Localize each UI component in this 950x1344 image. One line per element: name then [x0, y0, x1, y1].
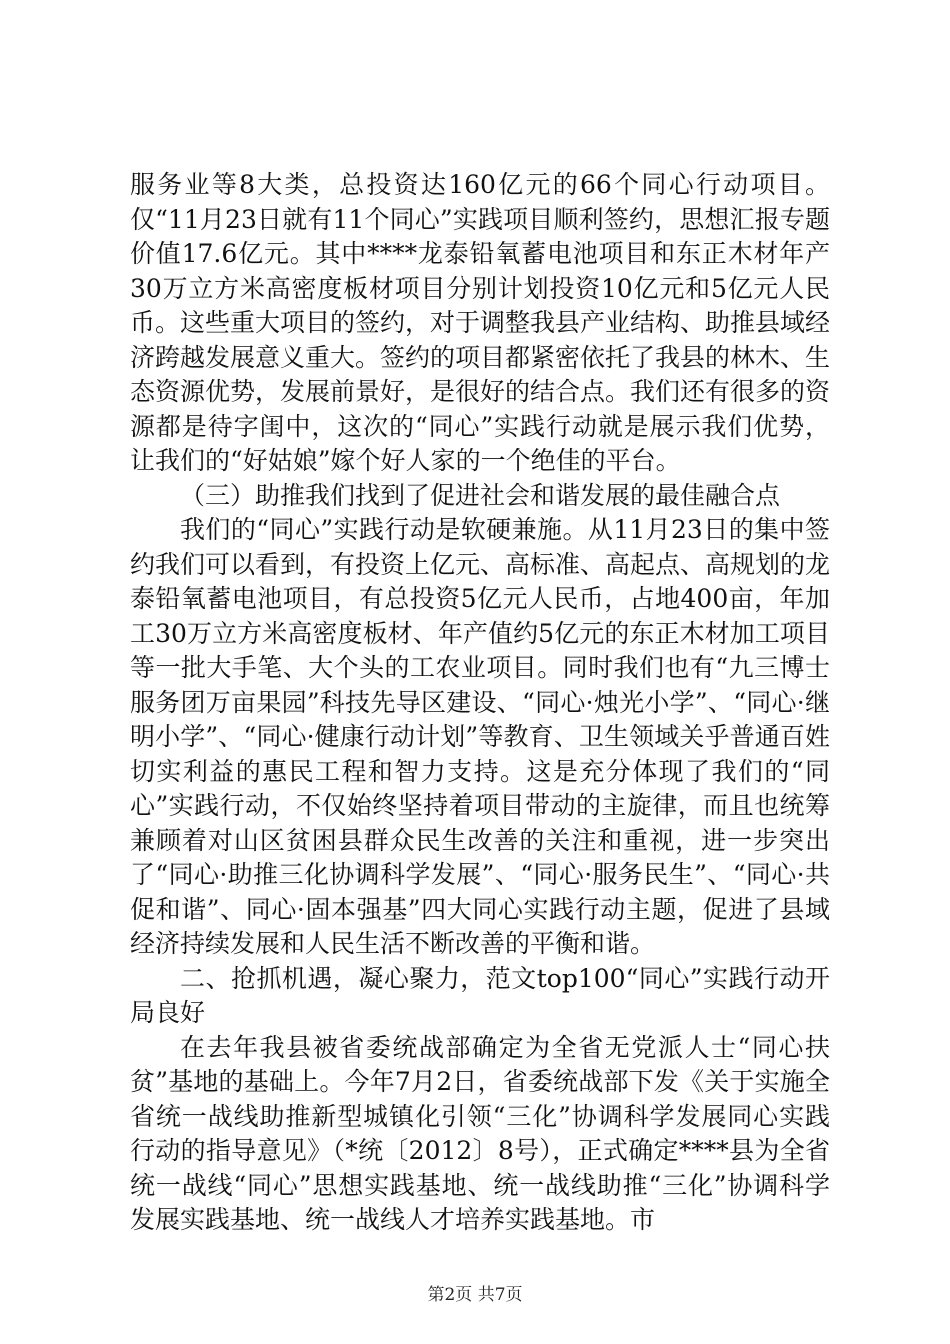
paragraph-3: 我们的“同心”实践行动是软硬兼施。从11月23日的集中签约我们可以看到，有投资上亿元、高标准、高起点、高规划的龙泰铅氧蓄电池项目，有总投资5亿元人民币，占地400亩，年加工30万立方米高密度板材、年产值约5亿元的东正木材加工项目等一批大手笔、大个头的工农业项目。同时我们也有“九三博士服务团万亩果园”科技先导区建设、“同心·烛光小学”、“同心·继明小学”、“同心·健康行动计划”等教育、卫生领域关乎普通百姓切实利益的惠民工程和智力支持。这是充分体现了我们的“同心”实践行动，不仅始终坚持着项目带动的主旋律，而且也统筹兼顾着对山区贫困县群众民生改善的关注和重视，进一步突出了“同心·助推三化协调科学发展”、“同心·服务民生”、“同心·共促和谐”、同心·固本强基”四大同心实践行动主题，促进了县域经济持续发展和人民生活不断改善的平衡和谐。 — [130, 515, 831, 958]
document-body — [130, 168, 830, 1238]
paragraph-2-heading: （三）助推我们找到了促进社会和谐发展的最佳融合点 — [180, 480, 781, 510]
paragraph-1: 服务业等8大类，总投资达160亿元的66个同心行动项目。仅“11月23日就有11个同心”实践项目顺利签约，思想汇报专题价值17.6亿元。其中****龙泰铅氧蓄电池项目和东正木材年产30万立方米高密度板材项目分别计划投资10亿元和5亿元人民币。这些重大项目的签约，对于调整我县产业结构、助推县域经济跨越发展意义重大。签约的项目都紧密依托了我县的林木、生态资源优势，发展前景好，是很好的结合点。我们还有很多的资源都是待字闺中，这次的“同心”实践行动就是展示我们优势，让我们的“好姑娘”嫁个好人家的一个绝佳的平台。 — [130, 170, 831, 475]
paragraph-5: 在去年我县被省委统战部确定为全省无党派人士“同心扶贫”基地的基础上。今年7月2日，省委统战部下发《关于实施全省统一战线助推新型城镇化引领“三化”协调科学发展同心实践行动的指导意见》（*统〔2012〕8号），正式确定****县为全省统一战线“同心”思想实践基地、统一战线助推“三化”协调科学发展实践基地、统一战线人才培养实践基地。市 — [130, 1032, 830, 1234]
page-number-footer: 第2页 共7页 — [427, 1285, 523, 1305]
paragraph-4-heading: 二、抢抓机遇，凝心聚力，范文top100“同心”实践行动开局良好 — [130, 963, 830, 1027]
